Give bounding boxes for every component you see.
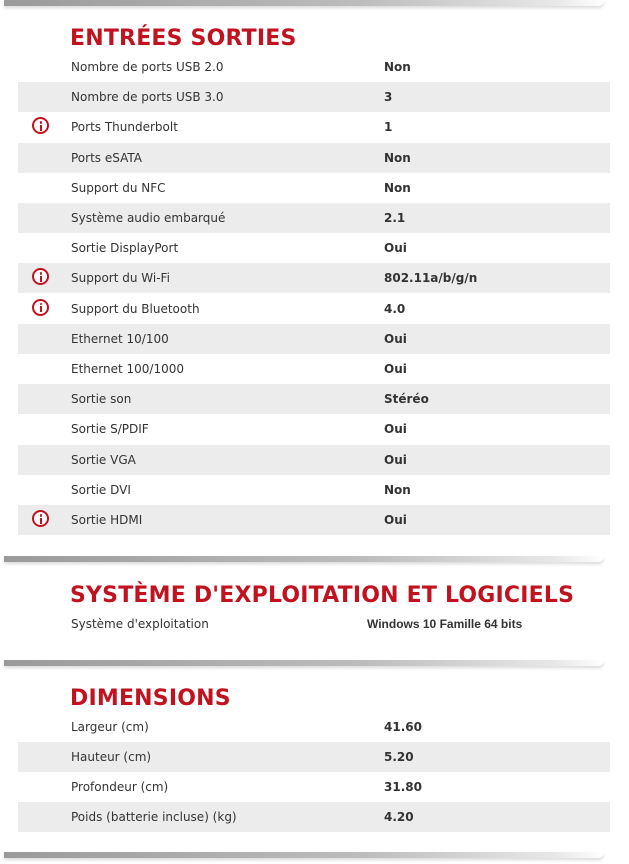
- spec-row: [18, 354, 610, 384]
- spec-row: [18, 445, 610, 475]
- spec-label: Sortie VGA: [71, 452, 136, 467]
- spec-label: Système d'exploitation: [71, 617, 209, 631]
- spec-value: Non: [384, 60, 411, 74]
- spec-row: [18, 82, 610, 112]
- info-icon[interactable]: [32, 268, 49, 285]
- section-divider: [4, 852, 604, 858]
- spec-value: Oui: [384, 241, 407, 256]
- spec-row: [18, 294, 610, 324]
- section-title-io: ENTRÉES SORTIES: [70, 26, 297, 51]
- info-icon[interactable]: [32, 299, 49, 316]
- spec-value: 4.0: [384, 301, 406, 316]
- spec-value: 802.11a/b/g/n: [384, 271, 478, 286]
- spec-value: 31.80: [384, 780, 422, 794]
- spec-label: Sortie DVI: [71, 482, 131, 497]
- spec-label: Profondeur (cm): [71, 780, 169, 794]
- spec-value: 41.60: [384, 720, 422, 734]
- info-icon[interactable]: [32, 510, 49, 527]
- spec-label: Ethernet 100/1000: [71, 362, 184, 376]
- spec-row: [18, 609, 610, 639]
- spec-label: Sortie S/PDIF: [71, 422, 149, 437]
- spec-row: [18, 233, 610, 263]
- spec-row: [18, 143, 610, 173]
- spec-label: Nombre de ports USB 3.0: [71, 90, 224, 105]
- info-icon[interactable]: [32, 117, 49, 134]
- spec-value: Non: [384, 482, 411, 497]
- spec-label: Support du Wi-Fi: [71, 271, 170, 286]
- spec-row: [18, 712, 610, 742]
- section-title-os: SYSTÈME D'EXPLOITATION ET LOGICIELS: [70, 583, 575, 608]
- spec-row: [18, 772, 610, 802]
- spec-label: Système audio embarqué: [71, 211, 226, 225]
- spec-value: Oui: [384, 422, 407, 437]
- spec-row: [18, 384, 610, 414]
- spec-label: Poids (batterie incluse) (kg): [71, 810, 237, 824]
- spec-value: 4.20: [384, 810, 414, 824]
- spec-label: Largeur (cm): [71, 720, 149, 734]
- spec-label: Support du Bluetooth: [71, 301, 200, 316]
- spec-value: 3: [384, 90, 393, 105]
- spec-label: Ports Thunderbolt: [71, 120, 178, 135]
- section-divider: [4, 0, 604, 6]
- section-title-dimensions: DIMENSIONS: [70, 686, 231, 711]
- spec-row: [18, 112, 610, 142]
- spec-value: 1: [384, 120, 393, 135]
- spec-value: Oui: [384, 331, 407, 346]
- spec-label: Nombre de ports USB 2.0: [71, 60, 224, 74]
- spec-row: [18, 263, 610, 293]
- spec-value: Windows 10 Famille 64 bits: [367, 617, 523, 631]
- spec-value: 2.1: [384, 211, 406, 225]
- spec-label: Sortie son: [71, 392, 132, 407]
- spec-label: Sortie DisplayPort: [71, 241, 179, 256]
- spec-label: Ethernet 10/100: [71, 331, 169, 346]
- spec-label: Sortie HDMI: [71, 513, 143, 527]
- spec-row: [18, 52, 610, 82]
- spec-row: [18, 475, 610, 505]
- spec-row: [18, 203, 610, 233]
- spec-row: [18, 324, 610, 354]
- section-divider: [4, 660, 604, 666]
- spec-value: 5.20: [384, 750, 414, 764]
- spec-label: Support du NFC: [71, 180, 166, 195]
- spec-label: Hauteur (cm): [71, 750, 152, 764]
- spec-label: Ports eSATA: [71, 150, 142, 165]
- spec-value: Oui: [384, 452, 407, 467]
- spec-row: [18, 414, 610, 444]
- spec-row: [18, 742, 610, 772]
- spec-value: Oui: [384, 513, 407, 527]
- spec-row: [18, 802, 610, 832]
- spec-value: Non: [384, 150, 411, 165]
- spec-value: Non: [384, 180, 411, 195]
- spec-value: Stéréo: [384, 392, 429, 407]
- spec-row: [18, 505, 610, 535]
- spec-row: [18, 173, 610, 203]
- section-divider: [4, 556, 604, 562]
- spec-value: Oui: [384, 362, 407, 376]
